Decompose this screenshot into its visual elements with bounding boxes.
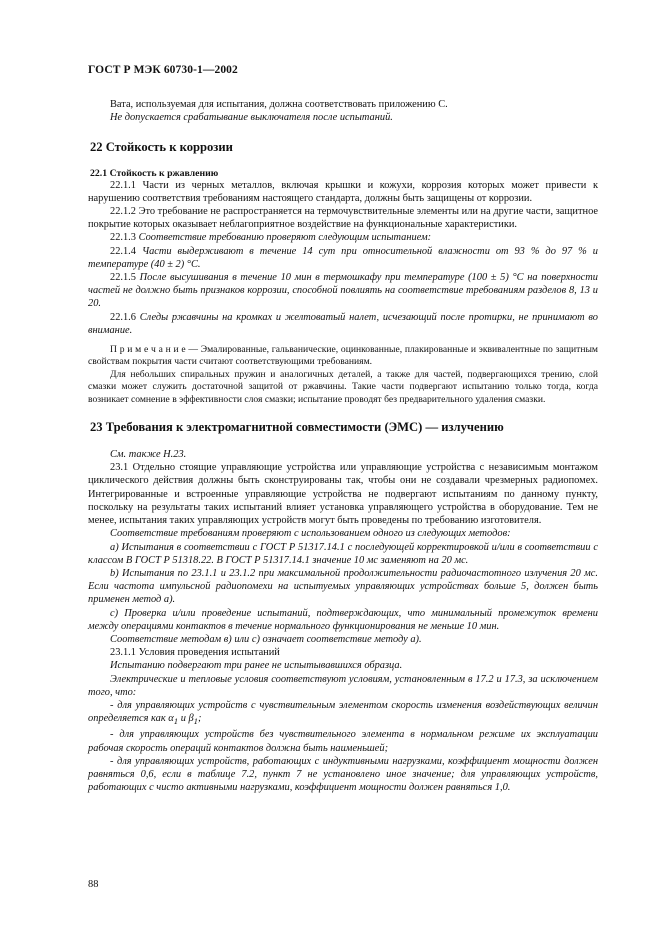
clause-number: 22.1.5 (110, 272, 136, 284)
conditions-statement: Электрические и тепловые условия соответствуют условиям, установленным в 17.2 и 17.3, за исключением того, что: (88, 673, 598, 698)
page-body (88, 64, 598, 794)
note-text: — Эмалированные, гальванические, оцинкованные, плакированные и эквивалентные по защитным свойствам покрытия части считают соответствующими требованиям. (88, 344, 599, 368)
clause-22-1-4 (88, 245, 598, 271)
subsection-22-1-title: 22.1 Стойкость к ржавлению (90, 167, 219, 179)
clause-22-1-6 (88, 311, 598, 337)
clause-number: 22.1.3 (110, 232, 136, 244)
method-compliance: Соответствие методам в) или с) означает соответствие методу а). (110, 633, 422, 645)
note-label: П р и м е ч а н и е (110, 344, 186, 356)
see-also: См. также Н.23. (110, 449, 187, 461)
clause-22-1-2: 22.1.2 Это требование не распространяется на термочувствительные элементы или на другие части, защитное покрытие которых оказывает неблагоприятное воздействие на функциональные характеристики. (88, 206, 598, 231)
section-22-title: 22 Стойкость к коррозии (90, 139, 233, 154)
note (88, 344, 598, 369)
clause-number: 22.1.4 (110, 245, 136, 257)
clause-22-1-5 (88, 271, 598, 311)
clause-23-1: 23.1 Отдельно стоящие управляющие устройства или управляющие устройства с независимым монтажом циклического действия должны быть сконструированы так, чтобы они не создавали чрезмерных радиопомех. Интегрированные и встроенные управляющие устройства не подвергают испытаниям по данному пункту, поскольку на результаты таких испытаний влияет установка управляющего устройства в оборудование. Тем не менее, испытания таких управляющих устройств могут быть проведены по требованию изготовителя. (88, 462, 598, 527)
clause-22-1-3 (88, 231, 598, 244)
document-header: ГОСТ Р МЭК 60730-1—2002 (88, 64, 238, 76)
note-paragraph-2: Для небольших спиральных пружин и аналогичных деталей, а также для частей, подвергающихся трению, слой смазки может служить достаточной защитой от ржавчины. Такие части подвергают испытанию только тогда, когда возникает сомнение в эффективности слоя смазки; испытание проводят без предварительного удаления смазки. (88, 368, 598, 405)
page-number: 88 (88, 879, 99, 890)
method-a: а) Испытания в соответствии с ГОСТ Р 51317.14.1 с последующей корректировкой и/или в соответствии с классом В ГОСТ Р 51318.22. В ГОСТ Р 51317.14.1 значение 10 мс заменяют на 20 мс. (88, 541, 598, 566)
section-23-title: 23 Требования к электромагнитной совместимости (ЭМС) — излучению (90, 420, 504, 435)
clause-number: 22.1.6 (110, 311, 136, 323)
condition-inductive-loads: - для управляющих устройств, работающих с индуктивными нагрузками, коэффициент мощности должен равняться 0,6, если в таблице 7.2, пункт 7 не установлено иное значение; для управляющих устройств, работающих с чисто активными нагрузками, коэффициент мощности должен равняться 1,0. (88, 755, 598, 794)
condition-no-sensing-element: - для управляющих устройств без чувствительного элемента в нормальном режиме их эксплуатации рабочая скорость операций контактов должна быть наименьшей; (88, 729, 598, 754)
compliance-statement: Соответствие требованиям проверяют с использованием одного из следующих методов: (110, 528, 511, 540)
samples-statement: Испытанию подвергают три ранее не испытывавшихся образца. (110, 660, 403, 672)
method-b: b) Испытания по 23.1.1 и 23.1.2 при максимальной продолжительности радиочастотного излучения 20 мс. Если частота импульсной радиопомехи на испытуемых управляющих устройствах больше 5, должен быть применен метод а). (88, 567, 598, 606)
clause-text: Следы ржавчины на кромках и желтоватый налет, исчезающий после протирки, не принимают во внимание. (88, 311, 598, 336)
clause-text: Части выдерживают в течение 14 сут при относительной влажности от 93 % до 97 % и температуре (40 ± 2) °С. (88, 245, 598, 270)
condition-sensing-element: - для управляющих устройств с чувствительным элементом скорость изменения воздействующих величин определяется как $\alpha_1$ и $\beta_1$; (88, 699, 598, 727)
intro-paragraph-1: Вата, используемая для испытания, должна соответствовать приложению С. (110, 99, 448, 111)
intro-paragraph-2: Не допускается срабатывание выключателя после испытаний. (110, 112, 393, 124)
clause-text: Соответствие требованию проверяют следующим испытанием: (138, 232, 432, 244)
clause-23-1-1: 23.1.1 Условия проведения испытаний (110, 647, 280, 659)
method-c: с) Проверка и/или проведение испытаний, подтверждающих, что минимальный промежуток времени между операциями контактов в течение нормального функционирования не меньше 10 мин. (88, 607, 598, 632)
clause-text: После высушивания в течение 10 мин в термошкафу при температуре (100 ± 5) °С на поверхности частей не должно быть признаков коррозии, способной повлиять на соответствие требованиям разделов 8, 13 и 20. (88, 272, 598, 310)
clause-22-1-1: 22.1.1 Части из черных металлов, включая крышки и кожухи, коррозия которых может привести к нарушению соответствия требованиям настоящего стандарта, должны быть защищены от коррозии. (88, 179, 598, 204)
